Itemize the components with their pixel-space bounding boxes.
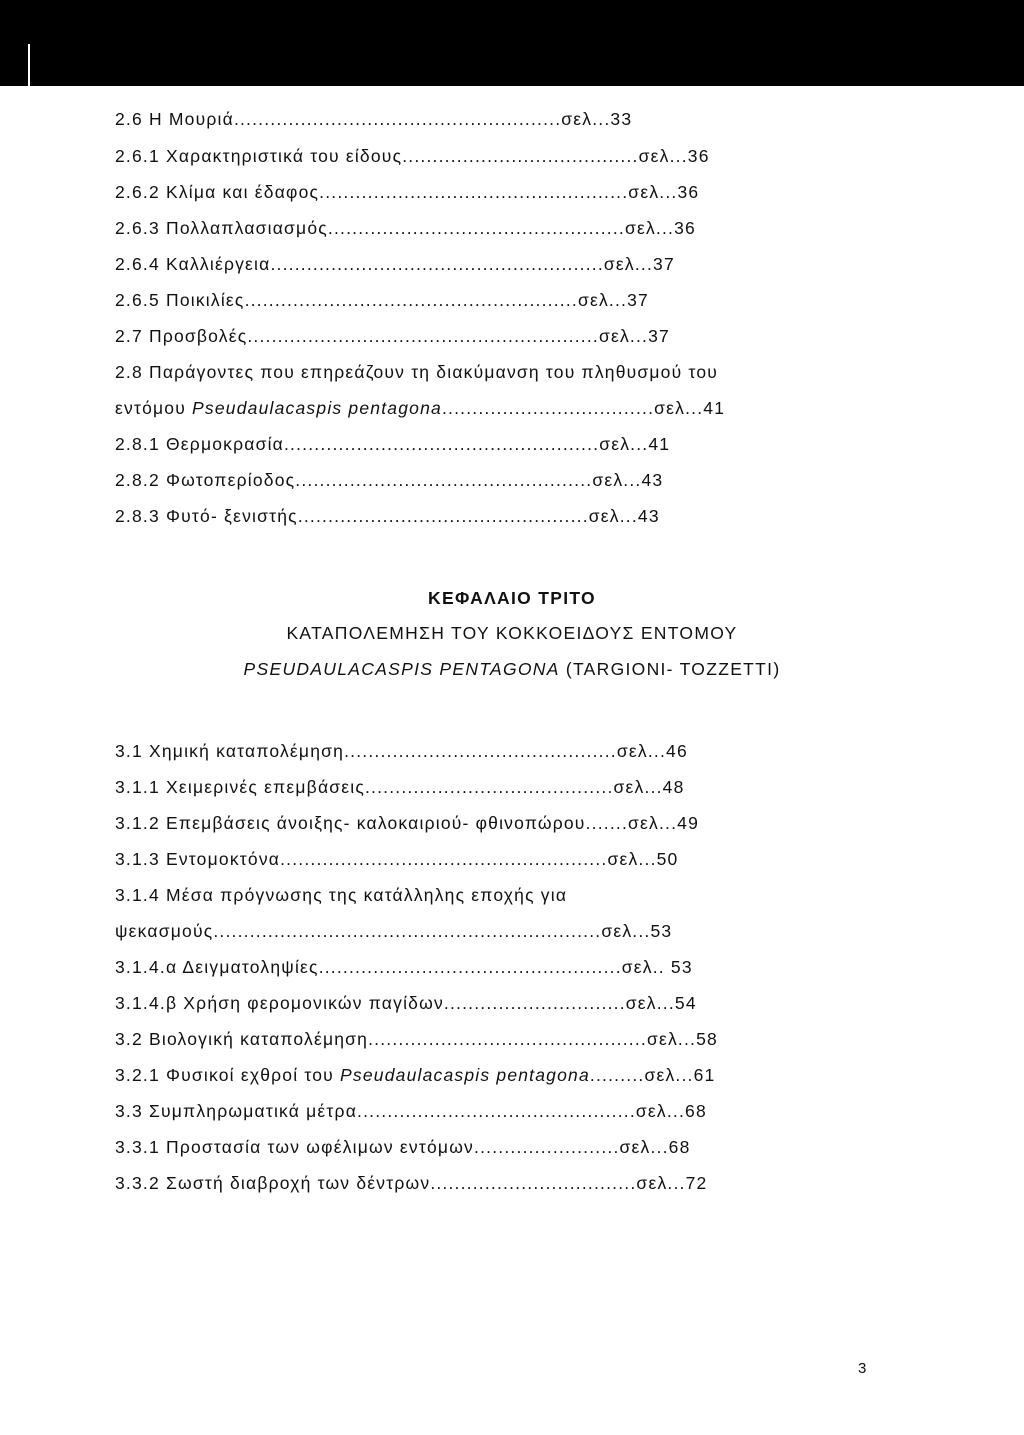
- toc-entry-3-1-4-line1[interactable]: 3.1.4 Μέσα πρόγνωσης της κατάλληλης εποχής για: [115, 885, 568, 905]
- page-number: 3: [858, 1360, 867, 1377]
- chapter-title: ΚΑΤΑΠΟΛΕΜΗΣΗ ΤΟΥ ΚΟΚΚΟΕΙΔΟΥΣ ΕΝΤΟΜΟΥ: [286, 623, 738, 643]
- toc-entry[interactable]: 3.3.2 Σωστή διαβροχή των δέντρων..................................σελ...72: [115, 1173, 708, 1193]
- toc-entry[interactable]: 2.7 Προσβολές..........................................................σελ...37: [115, 326, 670, 346]
- toc-entry[interactable]: 3.1 Χημική καταπολέμηση.............................................σελ...46: [115, 741, 688, 761]
- toc-entry[interactable]: 2.6.2 Κλίμα και έδαφος...................................................σελ...36: [115, 182, 700, 202]
- toc-entry[interactable]: 2.6.5 Ποικιλίες.......................................................σελ...37: [115, 290, 649, 310]
- toc-entry[interactable]: 2.6.1 Χαρακτηριστικά του είδους.......................................σελ...36: [115, 146, 710, 166]
- toc-entry[interactable]: 3.1.4.α Δειγματοληψίες..................................................σελ.. 53: [115, 957, 693, 977]
- toc-entry[interactable]: 2.6.4 Καλλιέργεια.......................................................σελ...37: [115, 254, 675, 274]
- toc-entry[interactable]: 3.1.2 Επεμβάσεις άνοιξης- καλοκαιριού- φθινοπώρου.......σελ...49: [115, 813, 700, 833]
- toc-entry[interactable]: 2.8.3 Φυτό- ξενιστής................................................σελ...43: [115, 506, 660, 526]
- scan-mark: [28, 44, 30, 86]
- toc-entry[interactable]: 3.1.1 Χειμερινές επεμβάσεις.........................................σελ...48: [115, 777, 685, 797]
- toc-entry[interactable]: 2.6 Η Μουριά......................................................σελ...33: [115, 109, 633, 129]
- scan-top-border: [0, 0, 1024, 86]
- toc-entry[interactable]: 2.6.3 Πολλαπλασιασμός.................................................σελ...36: [115, 218, 696, 238]
- chapter-species: PSEUDAULACASPIS PENTAGONA (TARGIONI- TOZZETTI): [243, 659, 781, 679]
- toc-entry-3-1-4-line2[interactable]: ψεκασμούς................................................................σελ...53: [115, 921, 673, 941]
- toc-entry[interactable]: 3.3 Συμπληρωματικά μέτρα..............................................σελ...68: [115, 1101, 707, 1121]
- toc-entry[interactable]: 3.3.1 Προστασία των ωφέλιμων εντόμων........................σελ...68: [115, 1137, 691, 1157]
- toc-entry[interactable]: 3.1.3 Εντομοκτόνα......................................................σελ...50: [115, 849, 679, 869]
- toc-entry[interactable]: 3.2 Βιολογική καταπολέμηση..............................................σελ...58: [115, 1029, 718, 1049]
- toc-entry-3-2-1[interactable]: 3.2.1 Φυσικοί εχθροί του Pseudaulacaspis pentagona.........σελ...61: [115, 1065, 716, 1085]
- chapter-heading: ΚΕΦΑΛΑΙΟ ΤΡΙΤΟ: [428, 588, 596, 608]
- toc-entry-2-8-line2[interactable]: εντόμου Pseudaulacaspis pentagona...................................σελ...41: [115, 398, 726, 418]
- toc-entry-2-8-line1[interactable]: 2.8 Παράγοντες που επηρεάζουν τη διακύμανση του πληθυσμού του: [115, 362, 719, 382]
- toc-entry[interactable]: 2.8.1 Θερμοκρασία....................................................σελ...41: [115, 434, 671, 454]
- toc-entry[interactable]: 2.8.2 Φωτοπερίοδος.................................................σελ...43: [115, 470, 664, 490]
- toc-entry[interactable]: 3.1.4.β Χρήση φερομονικών παγίδων..............................σελ...54: [115, 993, 697, 1013]
